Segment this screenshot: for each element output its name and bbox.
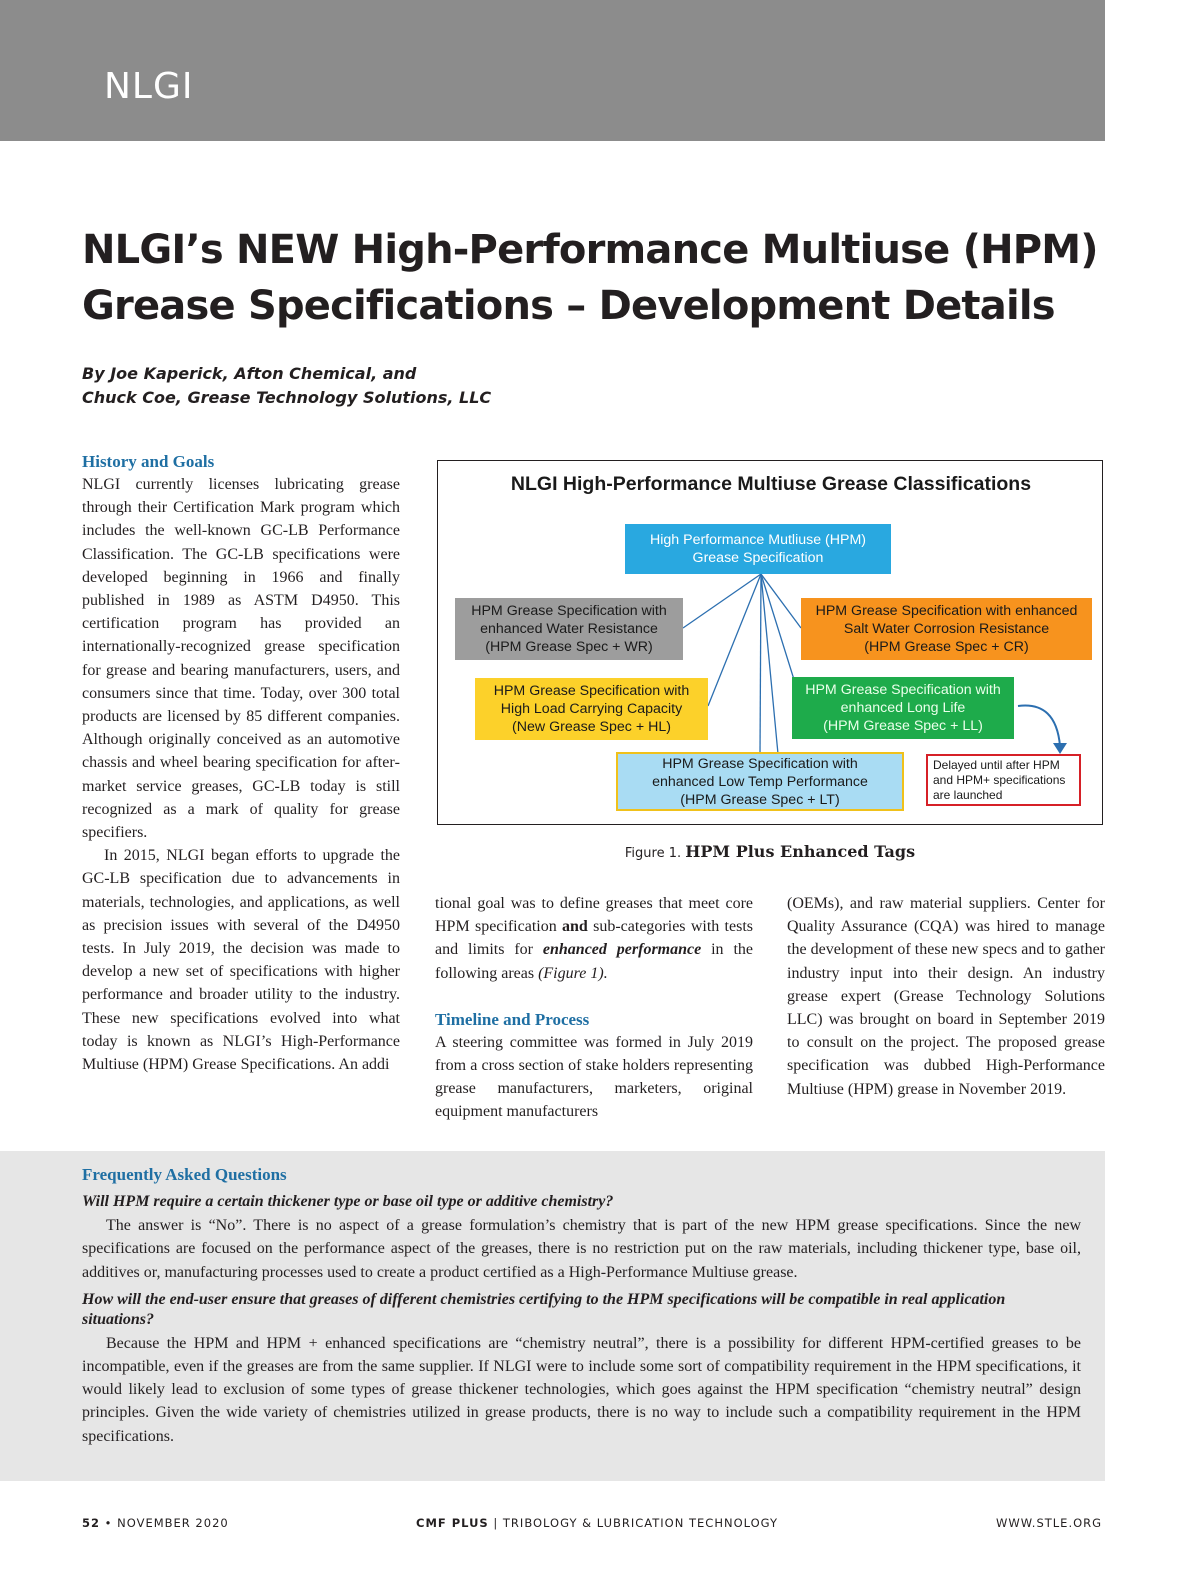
- figure-reference: (Figure 1).: [538, 964, 608, 982]
- node-lt-line3: (HPM Grease Spec + LT): [680, 791, 840, 808]
- publication-name: TRIBOLOGY & LUBRICATION TECHNOLOGY: [502, 1516, 779, 1530]
- text-column-2: [435, 892, 753, 1124]
- faq-question-2: How will the end-user ensure that greases of different chemistries certifying to the HPM specifications will be compatible in real application situations?: [82, 1290, 1006, 1328]
- note-line2: and HPM+ specifications: [933, 772, 1066, 787]
- connector-cr: [761, 574, 801, 628]
- byline: [82, 362, 491, 410]
- curved-arrow: [1018, 706, 1060, 747]
- text-column-3: [787, 892, 1105, 1101]
- footer-center: [416, 1516, 778, 1530]
- connector-lt: [760, 574, 761, 754]
- faq-content: [82, 1163, 1081, 1454]
- node-water-resistance: [455, 598, 683, 660]
- timeline-paragraph-continued: (OEMs), and raw material suppliers. Center for Quality Assurance (CQA) was hired to manage the development of these new specs and to gather industry input into their design. An industry grease expert (Grease Technology Solutions LLC) was brought on board in September 2019 to consult on the project. The proposed grease specification was dubbed High-Performance Multiuse (HPM) grease in November 2019.: [787, 895, 1105, 1098]
- faq-answer-1: The answer is “No”. There is no aspect of a grease formulation’s chemistry that is part of the new HPM grease specifications. Since the new specifications are focused on the performance aspect of the greases, there is no restriction put on the raw materials, including thickener type, base oil, additives or, manufacturing processes used to create a product certified as a High-Performance Multiuse grease.: [82, 1217, 1081, 1281]
- goal-text-b: sub-categories with tests and limits for: [435, 918, 753, 959]
- node-cr-line3: (HPM Grease Spec + CR): [864, 639, 1029, 655]
- node-cr-line2: Salt Water Corrosion Resistance: [843, 621, 1050, 637]
- section-label: NLGI: [104, 66, 194, 107]
- note-line3: are launched: [933, 787, 1003, 802]
- article-title: [82, 222, 1102, 334]
- timeline-paragraph: A steering committee was formed in July 2019 from a cross section of stake holders representing grease manufacturers, marketers, original equipment manufacturers: [435, 1033, 753, 1121]
- website: WWW.STLE.ORG: [996, 1516, 1103, 1530]
- node-ll-line2: enhanced Long Life: [840, 700, 966, 716]
- note-line1: Delayed until after HPM: [933, 757, 1060, 772]
- node-wr-line2: enhanced Water Resistance: [480, 621, 658, 637]
- section-header-band: [0, 0, 1105, 141]
- node-corrosion-resistance: [801, 598, 1092, 660]
- node-hpm-root: [625, 524, 891, 574]
- node-wr-line1: HPM Grease Specification with: [471, 603, 667, 619]
- title-line-2: Grease Specifications – Development Details: [82, 283, 1055, 329]
- magazine-name: CMF PLUS: [416, 1516, 489, 1530]
- goal-text-bold: and: [562, 918, 588, 936]
- history-paragraph-2: In 2015, NLGI began efforts to upgrade the GC-LB specification due to advancements in materials, technologies, and applications, as well as precision issues with several of the D4950 tests. In July 2019, the decision was made to develop a new set of specifications with higher performance and broader utility to the industry. These new specifications evolved into what today is known as NLGI’s High-Performance Multiuse (HPM) Grease Specifications. An addi: [82, 847, 400, 1074]
- page-number: 52: [82, 1516, 101, 1530]
- faq-box: [0, 1151, 1105, 1481]
- node-hl-line1: HPM Grease Specification with: [493, 683, 690, 699]
- byline-line-1: By Joe Kaperick, Afton Chemical, and: [82, 364, 417, 383]
- node-wr-line3: (HPM Grease Spec + WR): [485, 639, 653, 655]
- node-cr-line1: HPM Grease Specification with enhanced: [815, 603, 1078, 619]
- node-ll-line3: (HPM Grease Spec + LL): [823, 718, 983, 734]
- node-long-life: [792, 677, 1014, 739]
- timeline-heading: Timeline and Process: [435, 1009, 590, 1029]
- arrow-head: [1053, 743, 1067, 754]
- history-heading: History and Goals: [82, 452, 215, 471]
- figure-caption: [437, 842, 1103, 861]
- figure-title: NLGI High-Performance Multiuse Grease Classifications: [510, 473, 1032, 495]
- node-high-load: [475, 678, 708, 740]
- connector-hl: [708, 574, 761, 706]
- title-line-1: NLGI’s NEW High-Performance Multiuse (HPM): [82, 227, 1098, 273]
- goal-text-c: in the following areas: [435, 941, 753, 982]
- node-root-line1: High Performance Mutliuse (HPM): [649, 532, 867, 548]
- node-ll-line1: HPM Grease Specification with: [805, 682, 1001, 698]
- node-lt-line2: enhanced Low Temp Performance: [652, 773, 868, 790]
- text-column-1: [82, 450, 400, 1076]
- delayed-note: [926, 754, 1081, 806]
- issue-date: NOVEMBER 2020: [117, 1516, 229, 1530]
- footer-bullet: •: [104, 1516, 113, 1530]
- faq-question-1: Will HPM require a certain thickener type or base oil type or additive chemistry?: [82, 1193, 614, 1211]
- goal-paragraph: [435, 892, 753, 985]
- node-hl-line2: High Load Carrying Capacity: [500, 701, 683, 717]
- faq-answer-2: Because the HPM and HPM + enhanced specifications are “chemistry neutral”, there is a possibility for different HPM-certified greases to be incompatible, even if the greases are from the same supplier. If NLGI were to include some sort of compatibility requirement in the HPM specifications, it would likely lead to exclusion of some types of grease thickener technologies, which goes against the HPM specification “chemistry neutral” design principles. Given the wide variety of chemistries utilized in grease products, there is no way to include such a compatibility requirement in the HPM specifications.: [82, 1334, 1081, 1445]
- figure-1: [437, 460, 1103, 825]
- caption-title: HPM Plus Enhanced Tags: [685, 842, 916, 861]
- node-low-temp: [616, 752, 904, 811]
- connector-wr: [683, 574, 761, 628]
- byline-line-2: Chuck Coe, Grease Technology Solutions, LLC: [82, 388, 492, 407]
- footer-left: [82, 1516, 229, 1530]
- caption-prefix: Figure 1.: [624, 846, 682, 861]
- footer-divider: |: [493, 1516, 499, 1530]
- goal-text-a: tional goal was to define greases that meet core HPM specification: [435, 895, 753, 936]
- node-root-line2: Grease Specification: [692, 550, 824, 566]
- node-lt-line1: HPM Grease Specification with: [662, 755, 858, 772]
- node-hl-line3: (New Grease Spec + HL): [512, 719, 671, 735]
- goal-text-bolditalic: enhanced performance: [542, 941, 702, 959]
- page-footer: [0, 1514, 1200, 1534]
- faq-heading: Frequently Asked Questions: [82, 1165, 287, 1184]
- history-paragraph-1: NLGI currently licenses lubricating grease through their Certification Mark program which includes the well-known GC-LB Performance Classification. The GC-LB specifications were developed beginning in 1966 and finally published in 1989 as ASTM D4950. This certification program has provided an internationally-recognized grease specification for grease and bearing manufacturers, users, and consumers since that time. Today, over 300 total products are licensed by 85 different companies. Although originally conceived as an automotive chassis and wheel bearing specification for aftermarket service greases, GC-LB today is still recognized as a mark of quality for grease specifiers.: [82, 476, 400, 842]
